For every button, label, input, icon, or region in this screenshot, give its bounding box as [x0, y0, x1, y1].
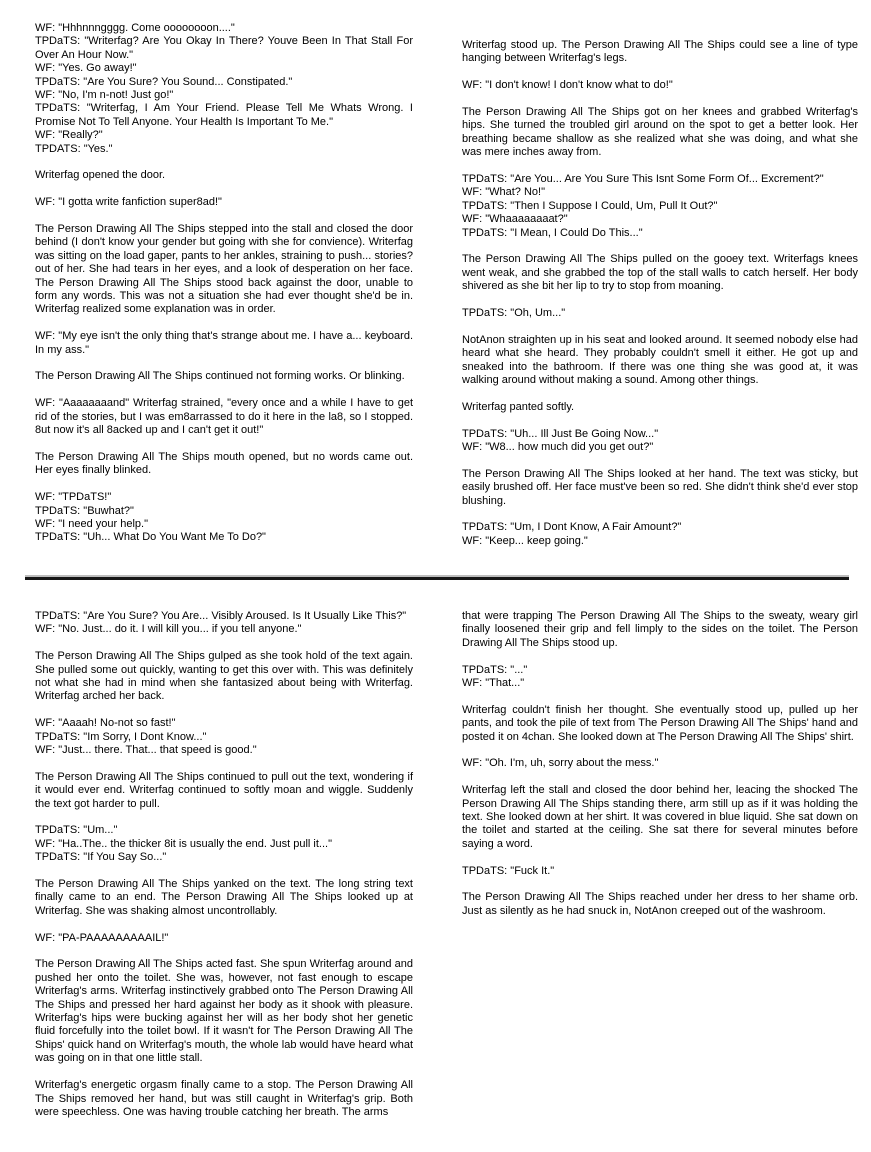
paragraph: [35, 169, 413, 182]
text-line: TPDaTS: "Then I Suppose I Could, Um, Pull It Out?": [462, 199, 718, 212]
text-line: The Person Drawing All The Ships got on her knees and grabbed Writerfag's hips. She turned the troubled girl around on the spot to get a better look. Her breathing became shallow as she realized what she was doing, and what she was mere inches away from.: [462, 106, 858, 159]
text-line: TPDaTS: "Oh, Um...": [462, 307, 566, 320]
text-line: TPDaTS: "Are You... Are You Sure This Isnt Some Form Of... Excrement?": [462, 173, 824, 186]
paragraph: [462, 39, 858, 66]
paragraph: [462, 79, 858, 92]
text-line: WF: "Whaaaaaaaat?": [462, 213, 568, 226]
text-line: TPDaTS: "Uh... What Do You Want Me To Do?": [35, 531, 266, 544]
paragraph: [35, 451, 413, 478]
paragraph: [35, 370, 413, 383]
text-line: The Person Drawing All The Ships acted fast. She spun Writerfag around and pushed her onto the toilet. She was, however, not fast enough to escape Writerfag's arms. Writerfag instinctively grabbed onto The Person Drawing All The Ships and pressed her hard against her body as it shook with pleasure. Writerfag's hips were bucking against her will as her body shot her genetic fluid forcefully into the toilet bowl. If it wasn't for The Person Drawing All The Ships' quick hand on Writerfag's mouth, the whole lab would have heard what was going on in that one little stall.: [35, 958, 413, 1065]
paragraph: [35, 610, 413, 637]
text-line: Writerfag opened the door.: [35, 169, 166, 182]
text-line: WF: "TPDaTS!": [35, 491, 112, 504]
text-line: Writerfag's energetic orgasm finally came to a stop. The Person Drawing All The Ships removed her hand, but was still caught in Writerfag's grip. Both were speechless. One was having trouble catching her breath. The arms: [35, 1079, 413, 1118]
paragraph: [35, 650, 413, 704]
paragraph: [35, 22, 413, 156]
text-line: WF: "Really?": [35, 129, 103, 142]
text-line: TPDaTS: "If You Say So...": [35, 851, 167, 864]
text-line: WF: "Aaaaaaaand" Writerfag strained, "every once and a while I have to get rid of the stories, but I was em8arrassed to do it here in the la8, so I stopped. 8ut now it's all 8acked up and I can't get it out!": [35, 397, 413, 437]
story-column-bottom-right: [462, 610, 858, 918]
text-line: WF: "PA-PAAAAAAAAAIL!": [35, 931, 169, 944]
text-line: The Person Drawing All The Ships yanked on the text. The long string text finally came to an end. The Person Drawing All The Ships looked up at Writerfag. She was shaking almost uncontrollably.: [35, 878, 413, 917]
text-line: The Person Drawing All The Ships looked at her hand. The text was sticky, but easily brushed off. Her face must've been so red. She didn't think she'd ever stop blushing.: [462, 467, 858, 507]
text-line: TPDaTS: "Buwhat?": [35, 504, 134, 517]
paragraph: [462, 784, 858, 851]
text-line: WF: "That...": [462, 677, 525, 690]
text-line: WF: "I need your help.": [35, 517, 148, 530]
text-line: Writerfag panted softly.: [462, 400, 575, 413]
text-line: TPDaTS: "Writerfag, I Am Your Friend. Please Tell Me Whats Wrong. I Promise Not To Tell Anyone. Your Health Is Important To Me.": [35, 102, 413, 128]
text-line: The Person Drawing All The Ships gulped as she took hold of the text again. She pulled some out quickly, wanting to get this over with. This was definitely not what she had in mind when she fantasized about being with Writerfag. Writerfag arched her back.: [35, 650, 413, 703]
text-line: WF: "W8... how much did you get out?": [462, 441, 654, 454]
text-line: TPDaTS: "Are You Sure? You Are... Visibly Aroused. Is It Usually Like This?": [35, 610, 407, 622]
paragraph: [462, 610, 858, 650]
paragraph: [35, 717, 413, 757]
text-line: The Person Drawing All The Ships mouth opened, but no words came out. Her eyes finally blinked.: [35, 450, 413, 477]
paragraph: [462, 891, 858, 918]
paragraph: [462, 253, 858, 293]
paragraph: [462, 173, 858, 240]
section-separator: [25, 575, 849, 580]
text-line: WF: "Keep... keep going.": [462, 534, 588, 547]
text-line: The Person Drawing All The Ships stepped into the stall and closed the door behind (I don't know your gender but going with she for convience). Writerfag was sitting on the load gaper, pants to her ankles, straining to push... stories? out of her. She had tears in her eyes, and a look of desperation on her face. The Person Drawing All The Ships stood back against the door, unable to form any words. This was not a situation she had ever thought she'd be in. Writerfag realized some explanation was in order.: [35, 223, 413, 316]
text-line: TPDaTS: "Um, I Dont Know, A Fair Amount?": [462, 521, 682, 534]
paragraph: [462, 106, 858, 160]
text-line: TPDaTS: "...": [462, 663, 528, 676]
paragraph: [462, 521, 858, 548]
text-line: TPDaTS: "I Mean, I Could Do This...": [462, 226, 643, 239]
text-line: WF: "My eye isn't the only thing that's strange about me. I have a... keyboard. In my ass.": [35, 330, 413, 356]
text-line: TPDaTS: "Im Sorry, I Dont Know...": [35, 730, 207, 743]
text-line: The Person Drawing All The Ships continued not forming works. Or blinking.: [35, 370, 405, 383]
paragraph: [35, 824, 413, 864]
paragraph: [35, 397, 413, 437]
paragraph: [35, 1079, 413, 1119]
text-line: The Person Drawing All The Ships reached under her dress to her shame orb. Just as silently as he had snuck in, NotAnon creeped out of the washroom.: [462, 891, 858, 917]
text-line: TPDaTS: "Um...": [35, 824, 118, 837]
story-column-top-right: [462, 39, 858, 548]
text-line: WF: "What? No!": [462, 186, 545, 199]
paragraph: [35, 491, 413, 545]
paragraph: [35, 932, 413, 945]
text-line: WF: "I don't know! I don't know what to do!": [462, 79, 673, 92]
text-line: WF: "Just... there. That... that speed is good.": [35, 744, 257, 757]
paragraph: [462, 704, 858, 744]
text-line: WF: "Ha..The.. the thicker 8it is usually the end. Just pull it...": [35, 837, 332, 850]
text-line: WF: "No, I'm n-not! Just go!": [35, 89, 174, 102]
text-line: The Person Drawing All The Ships pulled on the gooey text. Writerfags knees went weak, and she grabbed the top of the stall walls to catch herself. Her body shivered as she bit her lip to try to stop from moaning.: [462, 253, 858, 293]
paragraph: [462, 664, 858, 691]
paragraph: [462, 468, 858, 508]
paragraph: [35, 958, 413, 1065]
paragraph: [462, 865, 858, 878]
paragraph: [35, 196, 413, 209]
text-line: WF: "Oh. I'm, uh, sorry about the mess.": [462, 757, 659, 770]
text-line: TPDaTS: "Writerfag? Are You Okay In There? Youve Been In That Stall For Over An Hour Now.": [35, 35, 413, 61]
paragraph: [462, 401, 858, 414]
paragraph: [462, 334, 858, 388]
text-line: Writerfag couldn't finish her thought. She eventually stood up, pulled up her pants, and took the pile of text from The Person Drawing All The Ships' hand and posted it on 4chan. She looked down at The Person Drawing All The Ships' shirt.: [462, 703, 858, 743]
story-column-bottom-left: [35, 610, 413, 1119]
text-line: TPDATS: "Yes.": [35, 142, 113, 155]
paragraph: [462, 307, 858, 320]
text-line: WF: "I gotta write fanfiction super8ad!": [35, 196, 222, 209]
story-column-top-left: [35, 22, 413, 545]
text-line: WF: "No. Just... do it. I will kill you... if you tell anyone.": [35, 623, 302, 636]
text-line: Writerfag stood up. The Person Drawing All The Ships could see a line of type hanging between Writerfag's legs.: [462, 39, 858, 65]
text-line: The Person Drawing All The Ships continued to pull out the text, wondering if it would ever end. Writerfag continued to softly moan and wiggle. Suddenly the text got harder to pull.: [35, 770, 413, 810]
paragraph: [35, 771, 413, 811]
text-line: TPDaTS: "Uh... Ill Just Be Going Now...": [462, 427, 659, 440]
paragraph: [35, 223, 413, 317]
text-line: that were trapping The Person Drawing All The Ships to the sweaty, weary girl finally loosened their grip and fell limply to the sides on the toilet. The Person Drawing All The Ships stood up.: [462, 610, 858, 649]
text-line: WF: "Yes. Go away!": [35, 62, 137, 75]
text-line: TPDaTS: "Are You Sure? You Sound... Constipated.": [35, 75, 293, 88]
paragraph: [462, 428, 858, 455]
paragraph: [462, 757, 858, 770]
paragraph: [35, 878, 413, 918]
text-line: NotAnon straighten up in his seat and looked around. It seemed nobody else had heard what she heard. They probably couldn't smell it either. He got up and sneaked into the bathroom. If there was one thing she was good at, it was walking around without making a sound. Among other things.: [462, 333, 858, 387]
paragraph: [35, 330, 413, 357]
text-line: Writerfag left the stall and closed the door behind her, leacing the shocked The Person Drawing All The Ships standing there, arm still up as if it was holding the text. She looked down at her shirt. It was covered in blue liquid. She sat down on the toilet and started at the ceiling. She sat there for several minutes before saying a word.: [462, 784, 858, 850]
text-line: TPDaTS: "Fuck It.": [462, 864, 555, 877]
text-line: WF: "Aaaah! No-not so fast!": [35, 717, 176, 730]
text-line: WF: "Hhhnnngggg. Come oooooooon....": [35, 22, 235, 34]
